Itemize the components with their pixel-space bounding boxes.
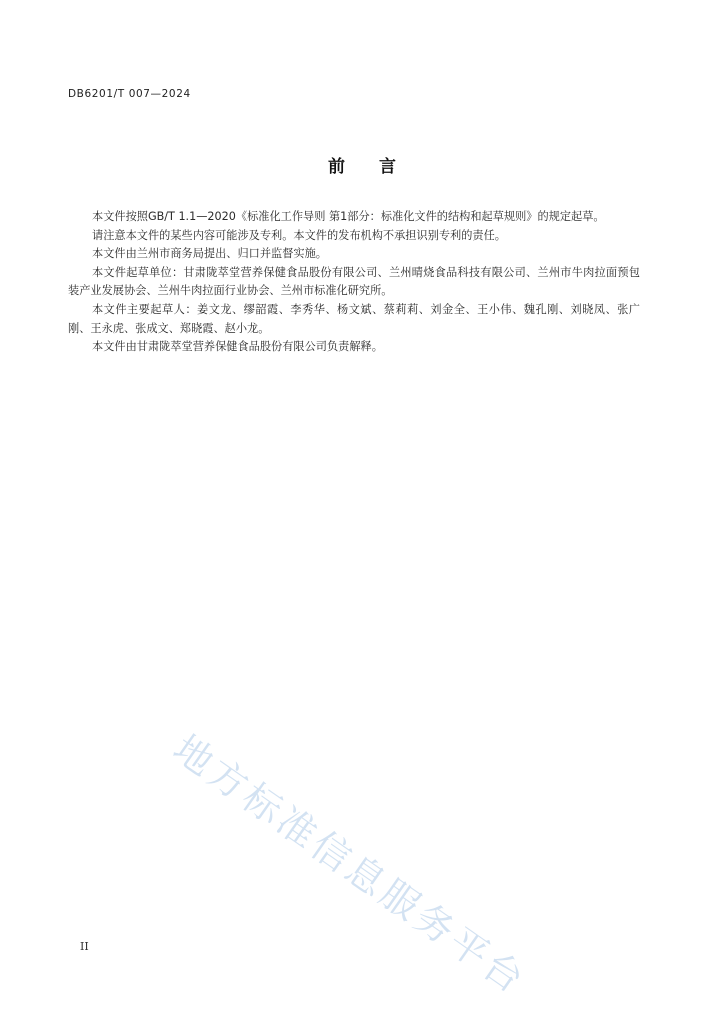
paragraph-drafting-units: 本文件起草单位：甘肃陇萃堂营养保健食品股份有限公司、兰州晴烧食品科技有限公司、兰州市牛肉拉面预包装产业发展协会、兰州牛肉拉面行业协会、兰州市标准化研究所。 <box>68 265 640 298</box>
paragraph-drafters: 本文件主要起草人：姜文龙、缪韶霞、李秀华、杨文斌、蔡莉莉、刘金全、王小伟、魏孔刚、刘晓凤、张广刚、王永虎、张成文、郑晓霞、赵小龙。 <box>68 302 640 335</box>
watermark-text: 地方标准信息服务平台 <box>165 726 535 1004</box>
paragraph-drafting-rules: 本文件按照GB/T 1.1—2020《标准化工作导则 第1部分：标准化文件的结构和起草规则》的规定起草。 <box>92 210 605 223</box>
page-title: 前言 <box>328 157 430 177</box>
document-code: DB6201/T 007—2024 <box>68 88 191 100</box>
page-number: II <box>80 940 89 953</box>
paragraph-proposer: 本文件由兰州市商务局提出、归口并监督实施。 <box>92 247 327 261</box>
paragraph-patent-notice: 请注意本文件的某些内容可能涉及专利。本文件的发布机构不承担识别专利的责任。 <box>92 228 506 242</box>
foreword-body <box>68 208 640 357</box>
paragraph-interpretation: 本文件由甘肃陇萃堂营养保健食品股份有限公司负责解释。 <box>92 340 383 354</box>
